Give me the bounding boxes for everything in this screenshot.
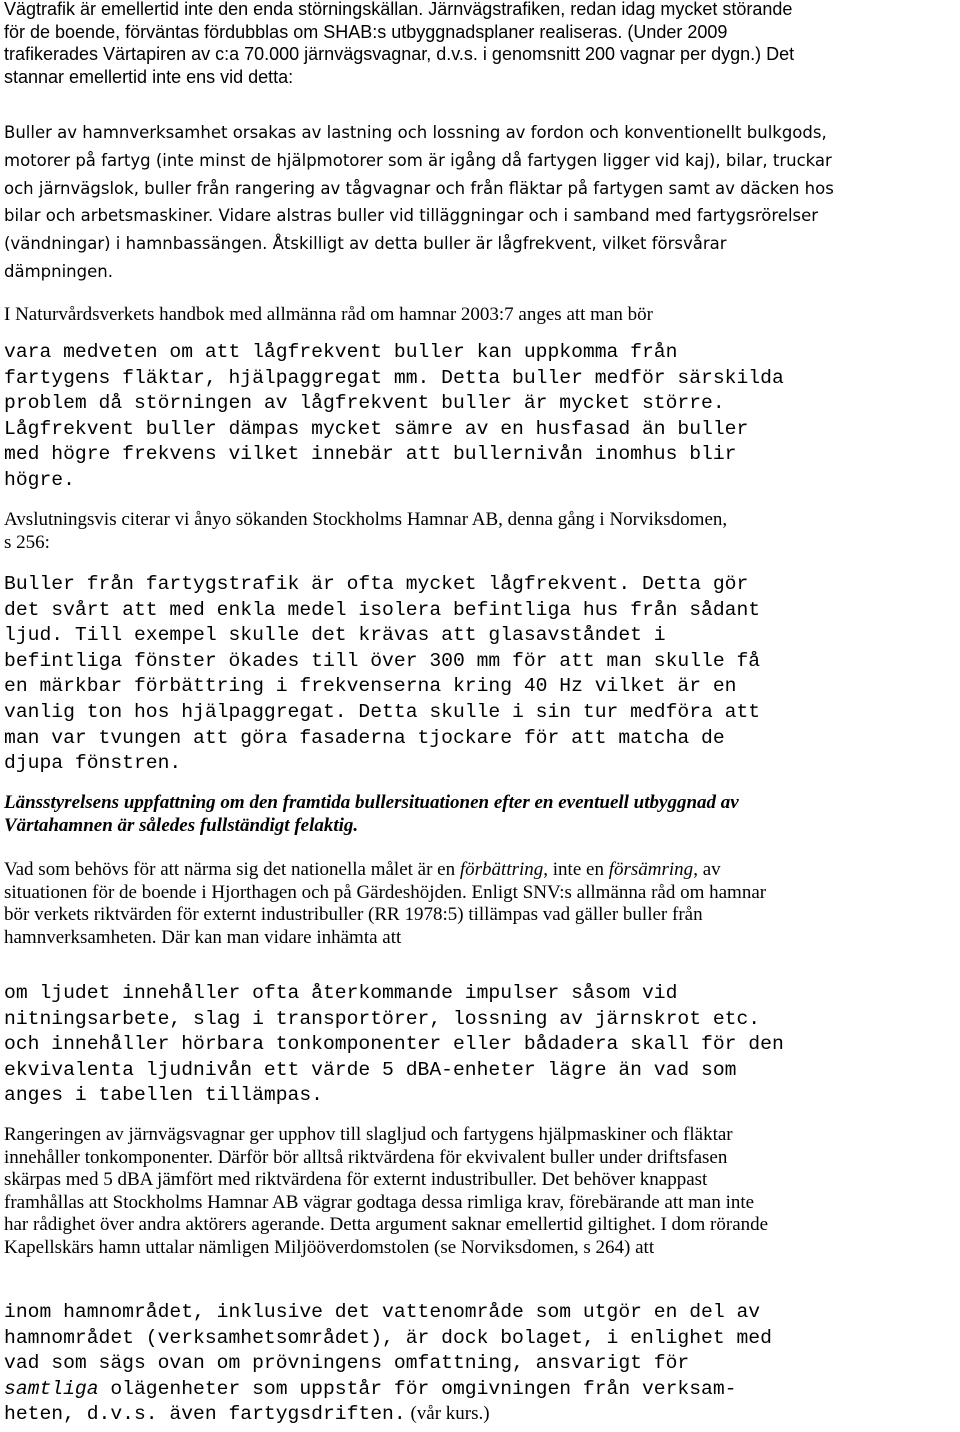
text-run-italic: samtliga bbox=[4, 1377, 99, 1400]
text-line: framhållas att Stockholms Hamnar AB vägrar godtaga dessa rimliga krav, förebärande att man inte bbox=[4, 1191, 755, 1213]
text-line: vanlig ton hos hjälpaggregat. Detta skulle i sin tur medföra att bbox=[4, 700, 761, 723]
paragraph-norvik-intro bbox=[4, 509, 727, 554]
quote-handbook bbox=[4, 340, 784, 494]
text-line: s 256: bbox=[4, 531, 50, 553]
text-line: om ljudet innehåller ofta återkommande impulser såsom vid bbox=[4, 982, 678, 1004]
text-line: ljud. Till exempel skulle det krävas att glasavståndet i bbox=[4, 624, 666, 647]
quote-court bbox=[4, 1300, 772, 1428]
text-line: vara medveten om att lågfrekvent buller kan uppkomma från bbox=[4, 341, 678, 363]
text-line: hamnområdet (verksamhetsområdet), är dock bolaget, i enlighet med bbox=[4, 1326, 772, 1349]
text-run: olägenheter som uppstår för omgivningen från verksam- bbox=[98, 1377, 737, 1400]
text-line: dämpningen. bbox=[4, 261, 113, 281]
text-line: befintliga fönster ökades till över 300 mm för att man skulle få bbox=[4, 649, 761, 672]
text-line: I Naturvårdsverkets handbok med allmänna råd om hamnar 2003:7 anges att man bör bbox=[4, 304, 653, 325]
text-line: innehåller tonkomponenter. Därför bör alltså riktvärdena för ekvivalent buller under driftsfasen bbox=[4, 1146, 728, 1168]
text-line bbox=[4, 859, 766, 882]
paragraph-shunting bbox=[4, 1124, 768, 1260]
text-line: Lågfrekvent buller dämpas mycket sämre av en husfasad än buller bbox=[4, 417, 749, 440]
text-line: nitningsarbete, slag i transportörer, lossning av järnskrot etc. bbox=[4, 1007, 761, 1030]
text-line: har rådighet över andra aktörers agerande. Detta argument saknar emellertid giltighet. I dom rörande bbox=[4, 1214, 769, 1236]
text-line: skärpas med 5 dBA jämfört med riktvärdena för externt industribuller. Det behöver knappast bbox=[4, 1169, 708, 1191]
text-line: Värtahamnen är således fullständigt felaktig. bbox=[4, 814, 359, 836]
paragraph-rail-traffic bbox=[4, 0, 794, 88]
text-line: en märkbar förbättring i frekvenserna kring 40 Hz vilket är en bbox=[4, 675, 737, 698]
text-line: fartygens fläktar, hjälpaggregat mm. Detta buller medför särskilda bbox=[4, 366, 784, 389]
text-line: Avslutningsvis citerar vi ånyo sökanden Stockholms Hamnar AB, denna gång i Norviksdomen, bbox=[4, 509, 728, 530]
text-line: man var tvungen att göra fasaderna tjockare för att matcha de bbox=[4, 726, 725, 749]
text-line bbox=[4, 1402, 772, 1428]
text-line: Kapellskärs hamn uttalar nämligen Miljööverdomstolen (se Norviksdomen, s 264) att bbox=[4, 1236, 655, 1258]
text-line: Länsstyrelsens uppfattning om den framtida bullersituationen efter en eventuell utbyggnad av bbox=[4, 792, 739, 813]
text-line: och innehåller hörbara tonkomponenter eller bådadera skall för den bbox=[4, 1033, 784, 1056]
text-line: Rangeringen av järnvägsvagnar ger upphov till slagljud och fartygens hjälpmaskiner och fläktar bbox=[4, 1124, 733, 1145]
text-line: med högre frekvens vilket innebär att bullernivån inomhus blir bbox=[4, 443, 737, 466]
paragraph-conclusion bbox=[4, 792, 739, 837]
text-line bbox=[4, 1377, 772, 1403]
paragraph-handbook-intro bbox=[4, 304, 653, 327]
text-line: för de boende, förväntas fördubblas om SHAB:s utbyggnadsplaner realiseras. (Under 2009 bbox=[4, 21, 728, 42]
text-line: situationen för de boende i Hjorthagen och på Gärdeshöjden. Enligt SNV:s allmänna råd om hamnar bbox=[4, 881, 767, 903]
paragraph-national-goal bbox=[4, 859, 766, 949]
text-line: djupa fönstren. bbox=[4, 752, 182, 775]
text-line: Vägtrafik är emellertid inte den enda störningskällan. Järnvägstrafiken, redan idag mycket störande bbox=[4, 0, 793, 19]
text-run: , inte en bbox=[543, 859, 609, 880]
quote-snv bbox=[4, 981, 784, 1109]
text-line: stannar emellertid inte ens vid detta: bbox=[4, 66, 294, 87]
text-line: vad som sägs ovan om prövningens omfattning, ansvarigt för bbox=[4, 1352, 690, 1375]
quote-harbour-noise bbox=[4, 119, 834, 286]
text-run: , av bbox=[693, 859, 721, 880]
text-line: det svårt att med enkla medel isolera befintliga hus från sådant bbox=[4, 598, 761, 621]
text-line: Buller av hamnverksamhet orsakas av lastning och lossning av fordon och konventionellt bulkgods, bbox=[4, 123, 827, 142]
text-line: hamnverksamheten. Där kan man vidare inhämta att bbox=[4, 926, 402, 948]
text-line: och järnvägslok, buller från rangering av tågvagnar och från fläktar på fartygen samt av däcken hos bbox=[4, 178, 834, 198]
text-line: ekvivalenta ljudnivån ett värde 5 dBA-enheter lägre än vad som bbox=[4, 1058, 737, 1081]
text-line: högre. bbox=[4, 468, 75, 491]
text-run: heten, d.v.s. även fartygsdriften. bbox=[4, 1403, 406, 1426]
text-line: anges i tabellen tillämpas. bbox=[4, 1084, 323, 1107]
text-line: bilar och arbetsmaskiner. Vidare alstras buller vid tilläggningar och i samband med fartygsrörelser bbox=[4, 206, 819, 226]
text-line: Buller från fartygstrafik är ofta mycket lågfrekvent. Detta gör bbox=[4, 573, 749, 595]
text-line: motorer på fartyg (inte minst de hjälpmotorer som är igång då fartygen ligger vid kaj), bilar, truckar bbox=[4, 150, 832, 170]
text-line: inom hamnområdet, inklusive det vattenområde som utgör en del av bbox=[4, 1301, 761, 1323]
text-run-italic: försämring bbox=[608, 859, 694, 880]
editor-note: (vår kurs.) bbox=[405, 1403, 490, 1425]
text-line: bör verkets riktvärden för externt industribuller (RR 1978:5) tillämpas vad gäller buller från bbox=[4, 904, 703, 926]
quote-norvik bbox=[4, 572, 760, 777]
text-line: problem då störningen av lågfrekvent buller är mycket större. bbox=[4, 392, 725, 415]
text-run-italic: förbättring bbox=[459, 859, 544, 880]
text-line: (vändningar) i hamnbassängen. Åtskilligt av detta buller är lågfrekvent, vilket försvårar bbox=[4, 234, 727, 254]
text-line: trafikerades Värtapiren av c:a 70.000 järnvägsvagnar, d.v.s. i genomsnitt 200 vagnar per dygn.) Det bbox=[4, 44, 795, 64]
text-run: Vad som behövs för att närma sig det nationella målet är en bbox=[4, 859, 460, 880]
